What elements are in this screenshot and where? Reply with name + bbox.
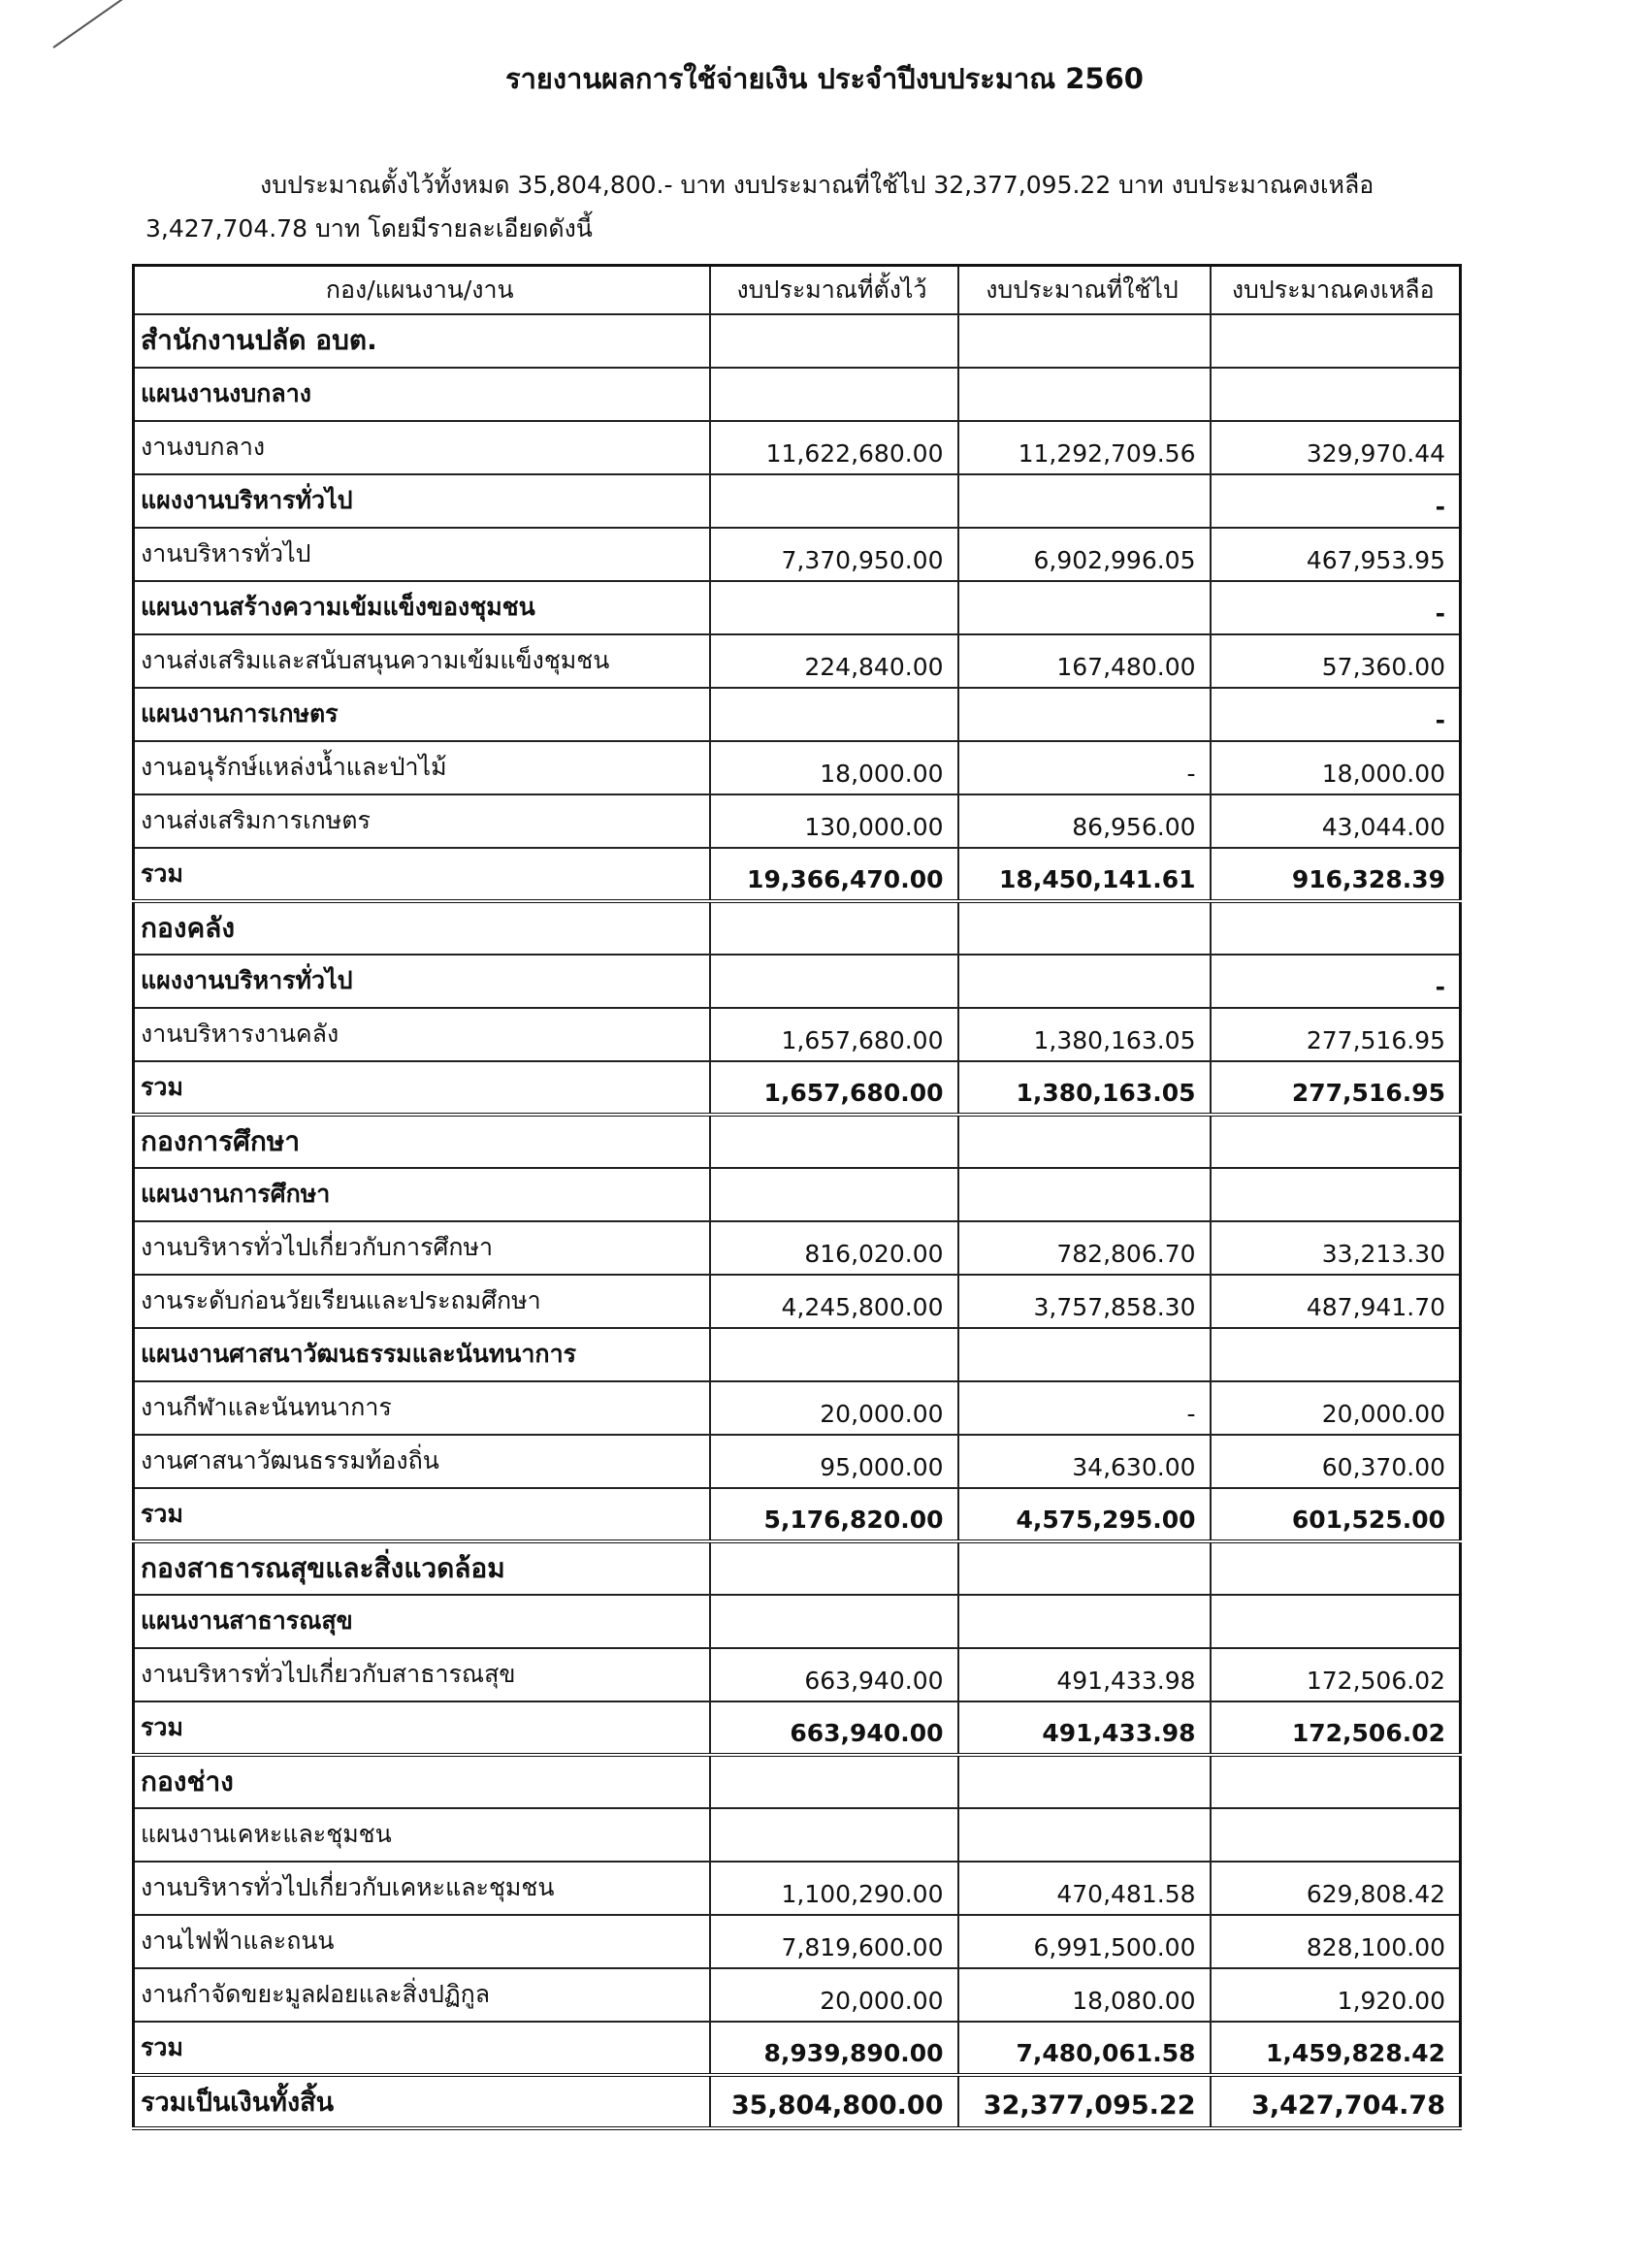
total-row xyxy=(134,2022,1461,2075)
row-label: สำนักงานปลัด อบต. xyxy=(134,314,710,368)
total-row xyxy=(134,848,1461,901)
table-row xyxy=(134,528,1461,581)
table-row xyxy=(134,634,1461,688)
table-row xyxy=(134,1221,1461,1275)
budget-remaining-cell: 629,808.42 xyxy=(1211,1862,1461,1915)
budget-spent-cell xyxy=(958,955,1211,1008)
budget-spent-cell: 782,806.70 xyxy=(958,1221,1211,1275)
table-row xyxy=(134,421,1461,474)
budget-remaining-cell: 828,100.00 xyxy=(1211,1915,1461,1968)
table-row xyxy=(134,1275,1461,1328)
budget-spent-cell: 18,450,141.61 xyxy=(958,848,1211,901)
row-label: กองสาธารณสุขและสิ่งแวดล้อม xyxy=(134,1541,710,1595)
total-row xyxy=(134,1061,1461,1115)
budget-remaining-cell xyxy=(1211,314,1461,368)
budget-remaining-cell: 172,506.02 xyxy=(1211,1648,1461,1701)
table-row xyxy=(134,1648,1461,1701)
budget-set-cell: 4,245,800.00 xyxy=(710,1275,958,1328)
row-label: งานกีฬาและนันทนาการ xyxy=(134,1381,710,1435)
budget-table xyxy=(132,264,1462,2130)
budget-spent-cell xyxy=(958,1168,1211,1221)
budget-set-cell xyxy=(710,901,958,955)
row-label: แผนงานศาสนาวัฒนธรรมและนันทนาการ xyxy=(134,1328,710,1381)
summary-line-2: 3,427,704.78 บาท โดยมีรายละเอียดดังนี้ xyxy=(146,214,593,243)
budget-set-cell xyxy=(710,1755,958,1808)
budget-set-cell: 1,657,680.00 xyxy=(710,1061,958,1115)
header-department: กอง/แผนงาน/งาน xyxy=(134,266,710,314)
header-budget-set: งบประมาณที่ตั้งไว้ xyxy=(710,266,958,314)
row-label: รวม xyxy=(134,2022,710,2075)
budget-set-cell: 1,100,290.00 xyxy=(710,1862,958,1915)
budget-remaining-cell: - xyxy=(1211,955,1461,1008)
budget-remaining-cell: 18,000.00 xyxy=(1211,741,1461,794)
budget-remaining-cell: 601,525.00 xyxy=(1211,1488,1461,1541)
budget-spent-cell: 3,757,858.30 xyxy=(958,1275,1211,1328)
budget-set-cell xyxy=(710,368,958,421)
row-label: แผนงานงบกลาง xyxy=(134,368,710,421)
budget-remaining-cell: 487,941.70 xyxy=(1211,1275,1461,1328)
budget-set-cell: 8,939,890.00 xyxy=(710,2022,958,2075)
table-row xyxy=(134,1968,1461,2022)
budget-remaining-cell: 57,360.00 xyxy=(1211,634,1461,688)
budget-spent-cell xyxy=(958,1115,1211,1168)
row-label: รวม xyxy=(134,848,710,901)
section-row xyxy=(134,1541,1461,1595)
section-row xyxy=(134,314,1461,368)
budget-remaining-cell xyxy=(1211,1328,1461,1381)
table-row xyxy=(134,1862,1461,1915)
budget-set-cell xyxy=(710,474,958,528)
plan-row xyxy=(134,955,1461,1008)
budget-set-cell: 20,000.00 xyxy=(710,1381,958,1435)
budget-remaining-cell xyxy=(1211,368,1461,421)
row-label: งานระดับก่อนวัยเรียนและประถมศึกษา xyxy=(134,1275,710,1328)
row-label: แผนงานสร้างความเข้มแข็งของชุมชน xyxy=(134,581,710,634)
row-label: แผนงานการศึกษา xyxy=(134,1168,710,1221)
budget-remaining-cell: 916,328.39 xyxy=(1211,848,1461,901)
budget-spent-cell: 6,991,500.00 xyxy=(958,1915,1211,1968)
budget-remaining-cell: 60,370.00 xyxy=(1211,1435,1461,1488)
budget-set-cell: 35,804,800.00 xyxy=(710,2075,958,2128)
budget-spent-cell xyxy=(958,314,1211,368)
page-title: รายงานผลการใช้จ่ายเงิน ประจำปีงบประมาณ 2560 xyxy=(505,62,1144,95)
budget-set-cell: 5,176,820.00 xyxy=(710,1488,958,1541)
budget-set-cell: 19,366,470.00 xyxy=(710,848,958,901)
plan-row xyxy=(134,581,1461,634)
budget-set-cell xyxy=(710,1328,958,1381)
budget-set-cell xyxy=(710,581,958,634)
plan-row xyxy=(134,1168,1461,1221)
row-label: รวม xyxy=(134,1061,710,1115)
budget-set-cell xyxy=(710,314,958,368)
budget-set-cell: 130,000.00 xyxy=(710,794,958,848)
table-row xyxy=(134,1381,1461,1435)
budget-spent-cell xyxy=(958,1808,1211,1862)
budget-set-cell xyxy=(710,1541,958,1595)
budget-spent-cell: 6,902,996.05 xyxy=(958,528,1211,581)
budget-set-cell: 18,000.00 xyxy=(710,741,958,794)
row-label: งานบริหารงานคลัง xyxy=(134,1008,710,1061)
budget-remaining-cell: 277,516.95 xyxy=(1211,1008,1461,1061)
budget-spent-cell xyxy=(958,901,1211,955)
budget-remaining-cell xyxy=(1211,1115,1461,1168)
budget-spent-cell xyxy=(958,1595,1211,1648)
budget-set-cell xyxy=(710,955,958,1008)
section-row xyxy=(134,1115,1461,1168)
summary-line-1: งบประมาณตั้งไว้ทั้งหมด 35,804,800.- บาท งบประมาณที่ใช้ไป 32,377,095.22 บาท งบประมาณคงเหลือ xyxy=(260,171,1374,199)
table-row xyxy=(134,1435,1461,1488)
plan-row xyxy=(134,474,1461,528)
budget-remaining-cell: 329,970.44 xyxy=(1211,421,1461,474)
budget-set-cell: 816,020.00 xyxy=(710,1221,958,1275)
table-header-row xyxy=(134,266,1461,314)
budget-set-cell: 7,819,600.00 xyxy=(710,1915,958,1968)
budget-spent-cell xyxy=(958,474,1211,528)
budget-remaining-cell: 277,516.95 xyxy=(1211,1061,1461,1115)
row-label: แผนงานสาธารณสุข xyxy=(134,1595,710,1648)
budget-remaining-cell: 1,459,828.42 xyxy=(1211,2022,1461,2075)
table-row xyxy=(134,1915,1461,1968)
budget-set-cell: 11,622,680.00 xyxy=(710,421,958,474)
row-label: รวมเป็นเงินทั้งสิ้น xyxy=(134,2075,710,2128)
budget-spent-cell: 32,377,095.22 xyxy=(958,2075,1211,2128)
budget-remaining-cell: 467,953.95 xyxy=(1211,528,1461,581)
budget-remaining-cell: - xyxy=(1211,581,1461,634)
budget-set-cell xyxy=(710,1808,958,1862)
budget-spent-cell: 4,575,295.00 xyxy=(958,1488,1211,1541)
budget-remaining-cell xyxy=(1211,1808,1461,1862)
row-label: แผงงานบริหารทั่วไป xyxy=(134,474,710,528)
budget-spent-cell xyxy=(958,688,1211,741)
scan-mark xyxy=(52,0,125,49)
budget-set-cell xyxy=(710,1595,958,1648)
budget-spent-cell: 491,433.98 xyxy=(958,1701,1211,1755)
row-label: งานบริหารทั่วไปเกี่ยวกับสาธารณสุข xyxy=(134,1648,710,1701)
section-row xyxy=(134,901,1461,955)
budget-set-cell xyxy=(710,688,958,741)
row-label: งานส่งเสริมและสนับสนุนความเข้มแข็งชุมชน xyxy=(134,634,710,688)
row-label: กองคลัง xyxy=(134,901,710,955)
plan-row xyxy=(134,1595,1461,1648)
row-label: งานไฟฟ้าและถนน xyxy=(134,1915,710,1968)
budget-spent-cell: 167,480.00 xyxy=(958,634,1211,688)
budget-set-cell: 20,000.00 xyxy=(710,1968,958,2022)
total-row xyxy=(134,1701,1461,1755)
plan-row xyxy=(134,1808,1461,1862)
budget-spent-cell xyxy=(958,1328,1211,1381)
budget-spent-cell: 11,292,709.56 xyxy=(958,421,1211,474)
budget-spent-cell: 18,080.00 xyxy=(958,1968,1211,2022)
budget-set-cell: 224,840.00 xyxy=(710,634,958,688)
row-label: รวม xyxy=(134,1701,710,1755)
row-label: งานกำจัดขยะมูลฝอยและสิ่งปฏิกูล xyxy=(134,1968,710,2022)
budget-remaining-cell: 1,920.00 xyxy=(1211,1968,1461,2022)
budget-set-cell: 1,657,680.00 xyxy=(710,1008,958,1061)
budget-remaining-cell xyxy=(1211,1595,1461,1648)
budget-spent-cell xyxy=(958,1755,1211,1808)
row-label: งานบริหารทั่วไปเกี่ยวกับเคหะและชุมชน xyxy=(134,1862,710,1915)
budget-spent-cell xyxy=(958,368,1211,421)
plan-row xyxy=(134,1328,1461,1381)
budget-spent-cell: 34,630.00 xyxy=(958,1435,1211,1488)
budget-spent-cell: 7,480,061.58 xyxy=(958,2022,1211,2075)
row-label: งานอนุรักษ์แหล่งน้ำและป่าไม้ xyxy=(134,741,710,794)
row-label: แผนงานการเกษตร xyxy=(134,688,710,741)
budget-remaining-cell xyxy=(1211,901,1461,955)
budget-remaining-cell: - xyxy=(1211,474,1461,528)
budget-spent-cell: 491,433.98 xyxy=(958,1648,1211,1701)
budget-spent-cell xyxy=(958,1541,1211,1595)
budget-set-cell: 663,940.00 xyxy=(710,1701,958,1755)
row-label: กองการศึกษา xyxy=(134,1115,710,1168)
budget-spent-cell: - xyxy=(958,1381,1211,1435)
budget-remaining-cell: 172,506.02 xyxy=(1211,1701,1461,1755)
total-row xyxy=(134,2075,1461,2128)
budget-set-cell: 95,000.00 xyxy=(710,1435,958,1488)
budget-remaining-cell xyxy=(1211,1168,1461,1221)
budget-set-cell xyxy=(710,1115,958,1168)
budget-spent-cell: 86,956.00 xyxy=(958,794,1211,848)
row-label: แผนงานเคหะและชุมชน xyxy=(134,1808,710,1862)
row-label: กองช่าง xyxy=(134,1755,710,1808)
total-row xyxy=(134,1488,1461,1541)
budget-remaining-cell: - xyxy=(1211,688,1461,741)
budget-set-cell: 663,940.00 xyxy=(710,1648,958,1701)
plan-row xyxy=(134,688,1461,741)
header-budget-spent: งบประมาณที่ใช้ไป xyxy=(958,266,1211,314)
budget-remaining-cell: 33,213.30 xyxy=(1211,1221,1461,1275)
budget-summary xyxy=(146,163,1455,250)
budget-spent-cell: 1,380,163.05 xyxy=(958,1008,1211,1061)
budget-spent-cell xyxy=(958,581,1211,634)
budget-remaining-cell: 43,044.00 xyxy=(1211,794,1461,848)
table-body xyxy=(134,314,1461,2128)
table-row xyxy=(134,1008,1461,1061)
budget-spent-cell: 470,481.58 xyxy=(958,1862,1211,1915)
section-row xyxy=(134,1755,1461,1808)
budget-set-cell xyxy=(710,1168,958,1221)
budget-set-cell: 7,370,950.00 xyxy=(710,528,958,581)
budget-spent-cell: - xyxy=(958,741,1211,794)
row-label: งานบริหารทั่วไป xyxy=(134,528,710,581)
row-label: งานงบกลาง xyxy=(134,421,710,474)
budget-spent-cell: 1,380,163.05 xyxy=(958,1061,1211,1115)
row-label: รวม xyxy=(134,1488,710,1541)
row-label: งานศาสนาวัฒนธรรมท้องถิ่น xyxy=(134,1435,710,1488)
budget-remaining-cell: 20,000.00 xyxy=(1211,1381,1461,1435)
budget-remaining-cell xyxy=(1211,1755,1461,1808)
table-row xyxy=(134,794,1461,848)
row-label: แผงงานบริหารทั่วไป xyxy=(134,955,710,1008)
table-row xyxy=(134,741,1461,794)
row-label: งานส่งเสริมการเกษตร xyxy=(134,794,710,848)
plan-row xyxy=(134,368,1461,421)
budget-remaining-cell: 3,427,704.78 xyxy=(1211,2075,1461,2128)
header-budget-remaining: งบประมาณคงเหลือ xyxy=(1211,266,1461,314)
row-label: งานบริหารทั่วไปเกี่ยวกับการศึกษา xyxy=(134,1221,710,1275)
budget-remaining-cell xyxy=(1211,1541,1461,1595)
